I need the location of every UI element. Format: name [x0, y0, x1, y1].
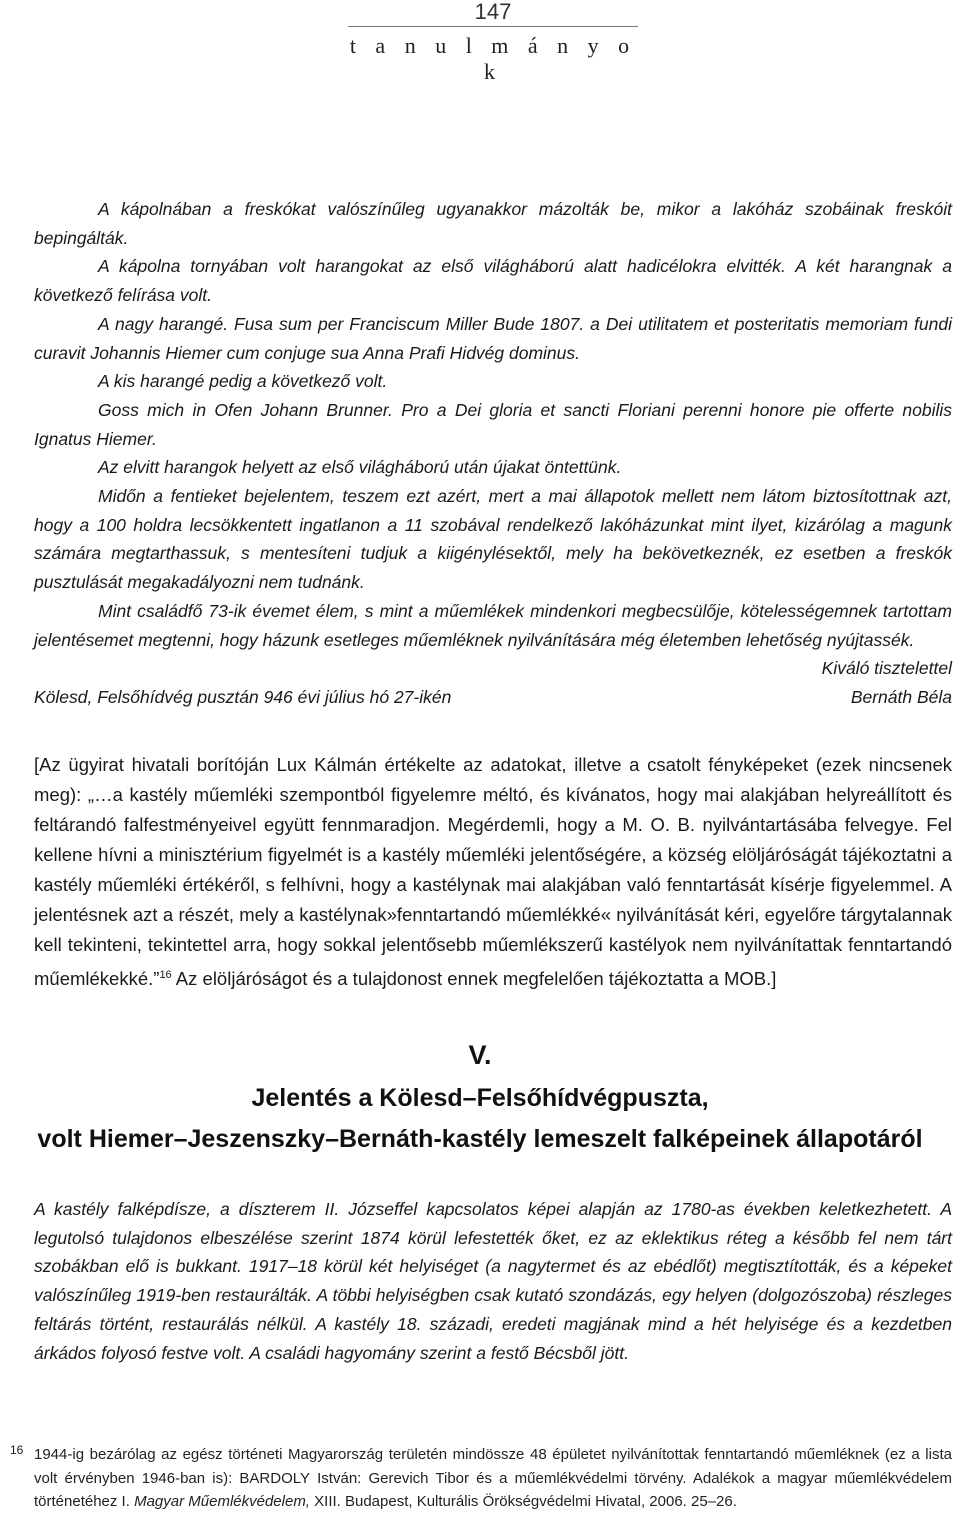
page-number: 147	[348, 0, 638, 27]
letter-paragraph: Midőn a fentieket bejelentem, teszem ezt azért, mert a mai állapotok mellett nem látom biztosítottnak azt, hogy a 100 holdra lecsökkentett ingatlanon a 11 szobával rendelkező lakóházunkat mint ilyet, kizárólag a magunk számára megtarthassuk, s mentesíteni tudjuk a kiigénylésektől, mely ha bekövetkeznék, ez esetben a freskók pusztulását megakadályozni nem tudnánk.	[34, 486, 952, 593]
section-number: V.	[468, 1040, 492, 1070]
footnote-text-b: István: Gerevich Tibor és a műemlékvédelmi törvény. Adalékok a magyar műemlékvédelem történetéhez I.	[34, 1469, 952, 1510]
signature: Bernáth Béla	[850, 686, 952, 707]
letter-paragraph: A kis harangé pedig a következő volt.	[98, 371, 388, 392]
section-body	[34, 1195, 952, 1367]
letter-paragraph: Goss mich in Ofen Johann Brunner. Pro a Dei gloria et sancti Floriani perenni honore pie offerte nobilis Ignatus Hiemer.	[34, 399, 952, 449]
letter-paragraph: A nagy harangé. Fusa sum per Franciscum Miller Bude 1807. a Dei utilitatem et posteritatis memoriam fundi curavit Johannis Hiemer cum conjuge sua Anna Prafi Hidvég dominus.	[34, 313, 952, 363]
footnote-mark: 16	[10, 1443, 24, 1457]
letter-paragraph: A kápolna tornyában volt harangokat az első világháború alatt hadicélokra elvitték. A két harangnak a következő felírása volt.	[34, 256, 952, 306]
section-paragraph: A kastély falképdísze, a díszterem II. Józseffel kapcsolatos képei alapján az 1780-as években keletkezhetett. A legutolsó tulajdonos elbeszélése szerint 1874 körül lefestették őket, ez az eklektikus réteg a később fel nem tárt szobákban elő is bukkant. 1917–18 körül két helyiséget (a nagytermet és az ebédlőt) megtisztították, és a képeket valószínűleg 1919-ben restaurálták. A többi helyiségben csak kutató szondázás, egy helyen (dolgozószoba) részleges feltárás történt, restaurálás nélkül. A kastély 18. századi, eredeti magjának mind a hét helyisége és a kezdetben árkádos folyosó festve volt. A családi hagyomány szerint a festő Bécsből jött.	[34, 1199, 952, 1363]
greeting: Kiváló tisztelettel	[821, 658, 952, 679]
footnote-text-a: 1944-ig bezárólag az egész történeti Magyarország területén mindössze 48 épületet nyilvánítottak fenntartandó műemléknek (ez a lista volt érvényben 1946-ban is):	[34, 1446, 952, 1487]
editor-note	[34, 750, 952, 994]
letter-paragraph: A kápolnában a freskókat valószínűleg ugyanakkor mázolták be, mikor a lakóház szobáinak freskóit bepingálták.	[34, 199, 952, 248]
letter-paragraph: Mint családfő 73-ik évemet élem, s mint a műemlékek mindenkori megbecsülője, kötelességemnek tartottam jelentésemet megtenni, hogy házunk esetleges műemléknek nyilvánítására még életemben lehetőség nyújtassék.	[34, 600, 952, 650]
place-date-signature-line	[34, 683, 952, 712]
section-title-line-2: volt Hiemer–Jeszenszky–Bernáth-kastély lemeszelt falképeinek állapotáról	[37, 1125, 923, 1153]
footnote	[10, 1443, 952, 1514]
footnote-text-c: XIII. Budapest, Kulturális Örökségvédelmi Hivatal, 2006. 25–26.	[309, 1493, 737, 1510]
footnote-author: BARDOLY	[239, 1469, 310, 1487]
footnote-reference: 16	[159, 969, 172, 981]
editor-note-tail: Az elöljáróságot és a tulajdonost ennek megfelelően tájékoztatta a MOB.]	[171, 968, 777, 990]
section-title-line-1: Jelentés a Kölesd–Felsőhídvégpuszta,	[251, 1084, 709, 1112]
footnote-journal: Magyar Műemlékvédelem,	[134, 1493, 310, 1510]
section-name: t a n u l m á n y o k	[349, 33, 637, 84]
place-date: Kölesd, Felsőhídvég pusztán 946 évi július hó 27-ikén	[34, 686, 452, 707]
letter-paragraph: Az elvitt harangok helyett az első világháború után újakat öntettünk.	[98, 457, 622, 478]
editor-note-text: [Az ügyirat hivatali borítóján Lux Kálmán értékelte az adatokat, illetve a csatolt fényképeket (ezek nincsenek meg): „…a kastély műemléki szempontból figyelemre méltó, és kívánatos, hogy mai alakjában helyreállított és feltárandó falfestményeivel együtt fennmaradjon. Megérdemli, hogy a M. O. B. nyilvántartásába felvegye. Fel kellene hívni a minisztérium figyelmét is a kastély műemléki jelentőségére, a község elöljáróságát tájékoztatni a kastély műemléki értékéről, s felhívni, hogy a kastélynak mai alakjában való fenntartását kísérje figyelemmel. A jelentésnek azt a részét, mely a kastélynak»fenntartandó műemlékké« nyilvánítását kéri, egyelőre tárgytalannak kell tekinteni, tekintettel arra, hogy sokkal jelentősebb műemlékszerű kastélyok nem nyilvánítattak fenntartandó műemlékekké.”	[34, 754, 952, 990]
letter-body	[34, 195, 952, 712]
